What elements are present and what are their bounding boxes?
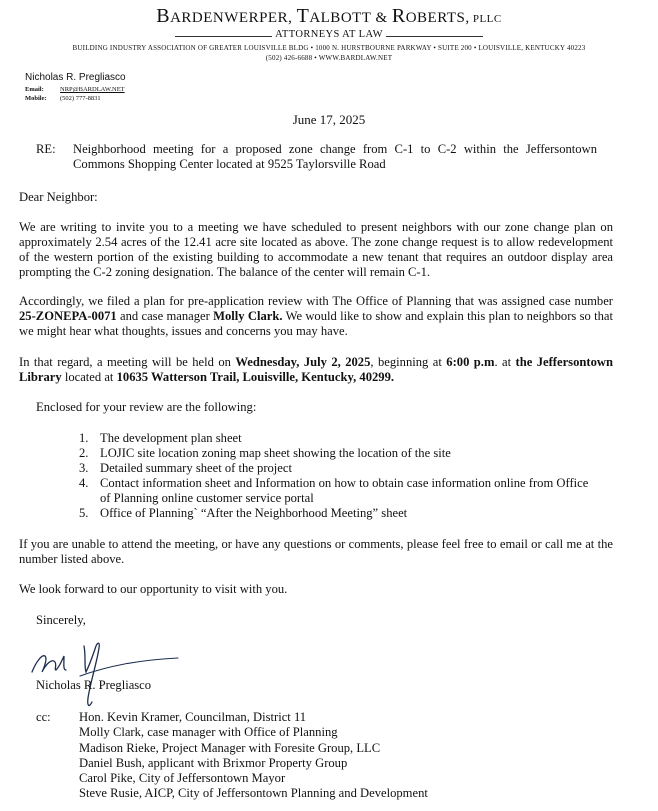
paragraph-forward: We look forward to our opportunity to visit with you.: [19, 582, 288, 596]
sender-name: Nicholas R. Pregliasco: [25, 72, 126, 83]
letter-date: June 17, 2025: [292, 112, 366, 127]
firm-address: BUILDING INDUSTRY ASSOCIATION OF GREATER LOUISVILLE BLDG • 1000 N. HURSTBOURNE PARKWAY • SUITE 200 • LOUISVILLE, KENTUCKY 40223: [72, 44, 586, 52]
paragraph-case: Accordingly, we filed a plan for pre-application review with The Office of Planning that was assigned case number 25-ZONEPA-0071 and case manager Molly Clark. We would like to show and explain this plan to neighbors so that we might hear what thoughts, issues and concerns you may have.: [19, 294, 613, 338]
cc-recipient: Madison Rieke, Project Manager with Foresite Group, LLC: [79, 740, 381, 755]
sender-email-row: [25, 86, 125, 93]
cc-recipient: Carol Pike, City of Jeffersontown Mayor: [79, 771, 286, 786]
cc-list: [79, 710, 599, 802]
meeting-address: 10635 Watterson Trail, Louisville, Kentucky, 40299.: [116, 370, 395, 384]
meeting-time: 6:00 p.m: [446, 355, 495, 369]
paragraph-unable: If you are unable to attend the meeting, or have any questions or comments, please feel free to email or call me at the number listed above.: [19, 537, 613, 566]
paragraph-intro: We are writing to invite you to a meeting we have scheduled to present neighbors with our zone change plan on approximately 2.54 acres of the 12.41 acre site located as above. The zone change request is to allow redevelopment of the western portion of the existing building to accommodate a new tenant that requires an outdoor display area prompting the C-2 zoning designation. The balance of the center will remain C-1.: [19, 220, 613, 279]
list-item: 2. LOJIC site location zoning map sheet showing the location of the site: [79, 446, 451, 460]
re-subject: Neighborhood meeting for a proposed zone change from C-1 to C-2 within the Jeffersontown Commons Shopping Center located at 9525 Taylorsville Road: [73, 142, 597, 171]
sender-mobile-row: [25, 95, 101, 102]
sender-email-link[interactable]: NRP@BARDLAW.NET: [60, 86, 125, 93]
paragraph-meeting: In that regard, a meeting will be held on Wednesday, July 2, 2025, beginning at 6:00 p.m. at the Jeffersontown Library located at 10635 Watterson Trail, Louisville, Kentucky, 40299.: [19, 355, 613, 384]
re-label: RE:: [36, 142, 56, 156]
list-item: 1. The development plan sheet: [79, 431, 242, 445]
firm-phone-web: (502) 426-6688 • WWW.BARDLAW.NET: [265, 54, 393, 62]
firm-subtitle: ATTORNEYS AT LAW: [175, 29, 483, 40]
cc-recipient: Hon. Kevin Kramer, Councilman, District 11: [79, 710, 307, 724]
list-item: 3. Detailed summary sheet of the project: [79, 461, 292, 475]
enclosed-intro: Enclosed for your review are the following:: [36, 400, 257, 414]
case-manager: Molly Clark.: [213, 309, 283, 323]
firm-name: BARDENWERPER, TALBOTT & ROBERTS, PLLC: [156, 5, 502, 27]
attorneys-at-law-rule: [175, 30, 483, 42]
cc-recipient: Steve Rusie, AICP, City of Jeffersontown Planning and Development: [79, 786, 428, 801]
enclosure-list: [79, 431, 599, 521]
cc-recipient: Molly Clark, case manager with Office of Planning: [79, 725, 338, 740]
greeting: Dear Neighbor:: [19, 190, 98, 204]
cc-label: cc:: [36, 710, 51, 724]
meeting-date: Wednesday, July 2, 2025: [235, 355, 371, 369]
closing: Sincerely,: [36, 613, 86, 627]
signature-name: Nicholas R. Pregliasco: [36, 678, 152, 692]
list-item: 4. Contact information sheet and Information on how to obtain case information online from Office of Planning online customer service portal: [79, 476, 589, 505]
mobile-label: Mobile:: [25, 95, 47, 102]
case-number: 25-ZONEPA-0071: [19, 309, 117, 323]
handwritten-signature: [28, 632, 183, 712]
email-label: Email:: [25, 86, 44, 93]
sender-mobile: (502) 777-8831: [60, 95, 101, 102]
cc-recipient: Daniel Bush, applicant with Brixmor Property Group: [79, 755, 348, 770]
meeting-venue: the Jeffersontown Library: [19, 355, 613, 384]
list-item: 5. Office of Planning` “After the Neighborhood Meeting” sheet: [79, 506, 408, 520]
